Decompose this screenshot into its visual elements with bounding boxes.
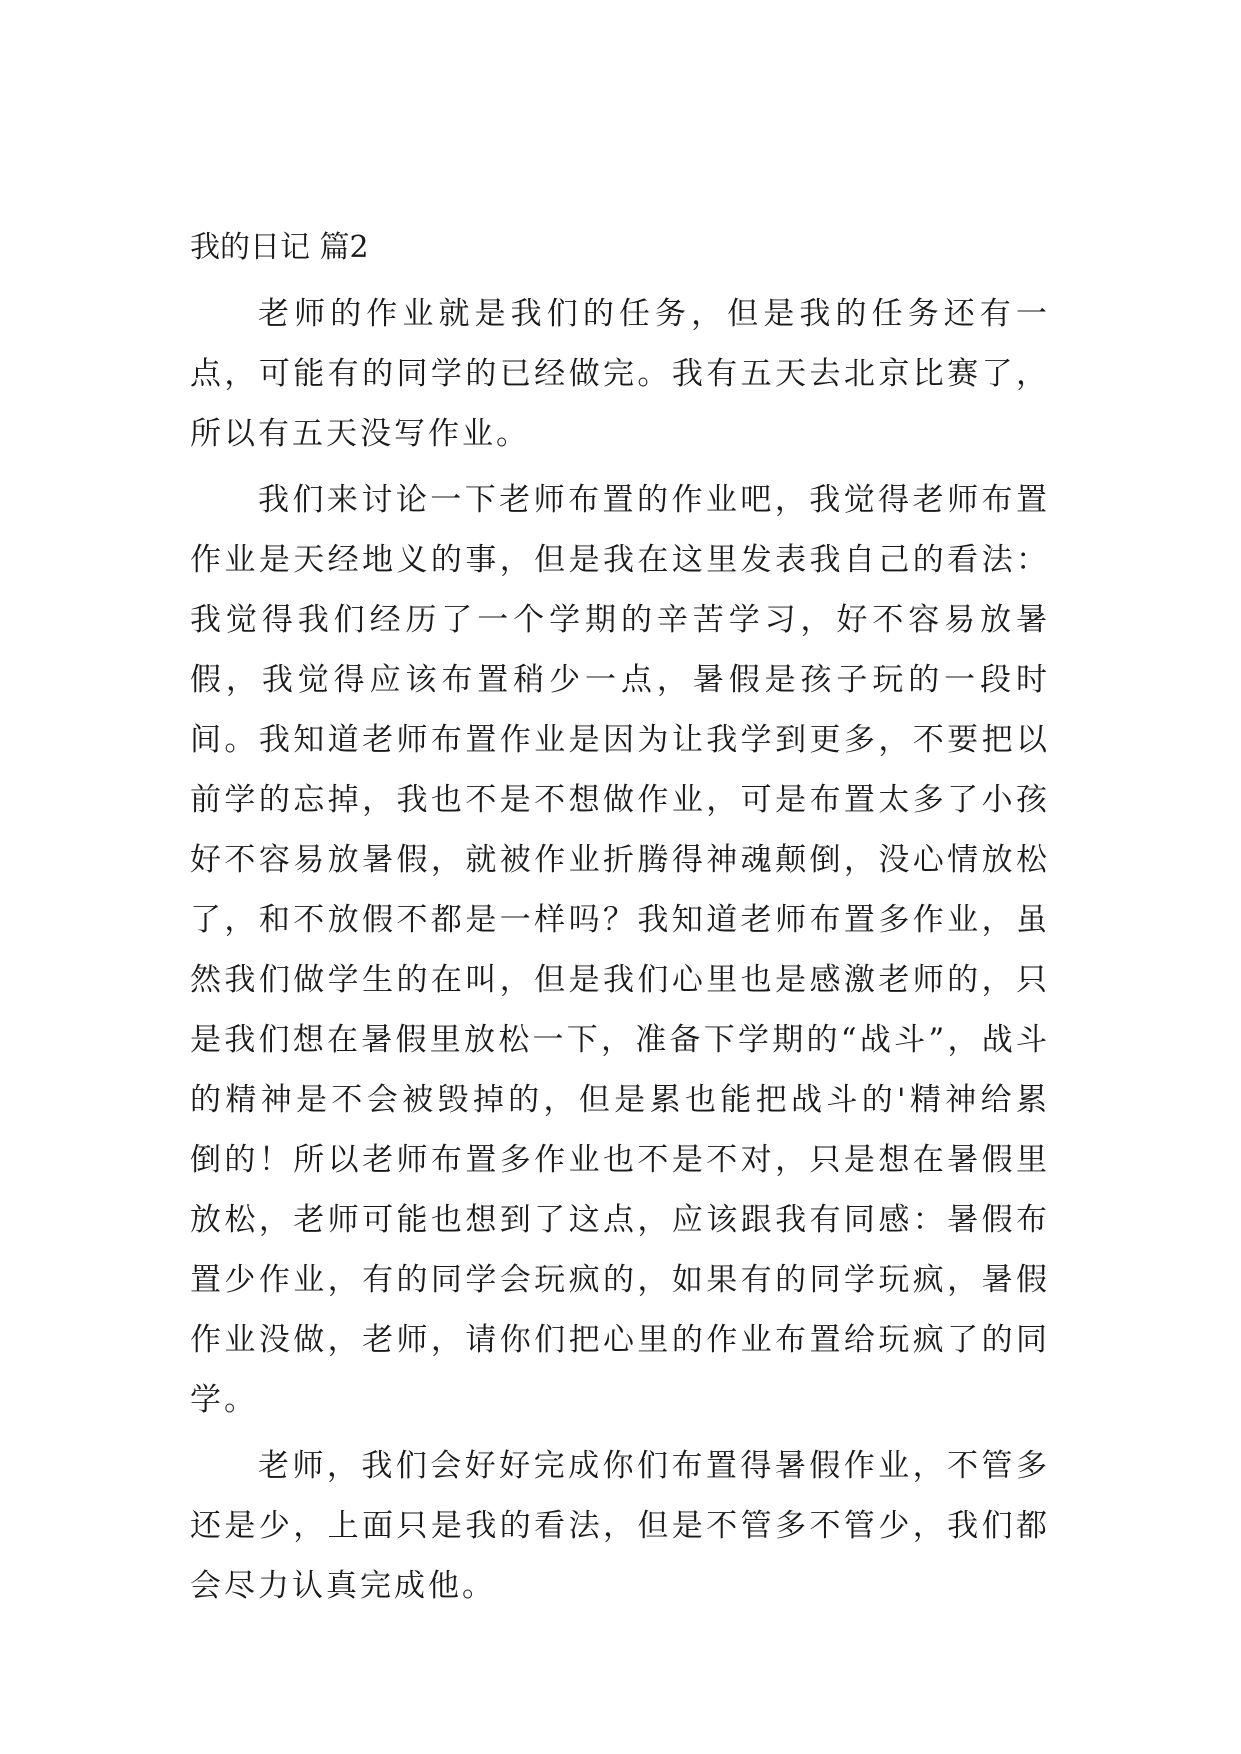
paragraph-1: 老师的作业就是我们的任务，但是我的任务还有一点，可能有的同学的已经做完。我有五天去北京比赛了，所以有五天没写作业。 bbox=[190, 296, 1050, 452]
document-title: 我的日记 篇2 bbox=[190, 230, 369, 265]
document-body bbox=[190, 218, 1050, 1616]
paragraph-2: 我们来讨论一下老师布置的作业吧，我觉得老师布置作业是天经地义的事，但是我在这里发表我自己的看法：我觉得我们经历了一个学期的辛苦学习，好不容易放暑假，我觉得应该布置稍少一点，暑假是孩子玩的一段时间。我知道老师布置作业是因为让我学到更多，不要把以前学的忘掉，我也不是不想做作业，可是布置太多了小孩好不容易放暑假，就被作业折腾得神魂颠倒，没心情放松了，和不放假不都是一样吗？我知道老师布置多作业，虽然我们做学生的在叫，但是我们心里也是感激老师的，只是我们想在暑假里放松一下，准备下学期的“战斗”，战斗的精神是不会被毁掉的，但是累也能把战斗的'精神给累倒的！所以老师布置多作业也不是不对，只是想在暑假里放松，老师可能也想到了这点，应该跟我有同感：暑假布置少作业，有的同学会玩疯的，如果有的同学玩疯，暑假作业没做，老师，请你们把心里的作业布置给玩疯了的同学。 bbox=[190, 482, 1050, 1418]
paragraph-3: 老师，我们会好好完成你们布置得暑假作业，不管多还是少，上面只是我的看法，但是不管多不管少，我们都会尽力认真完成他。 bbox=[190, 1448, 1050, 1604]
